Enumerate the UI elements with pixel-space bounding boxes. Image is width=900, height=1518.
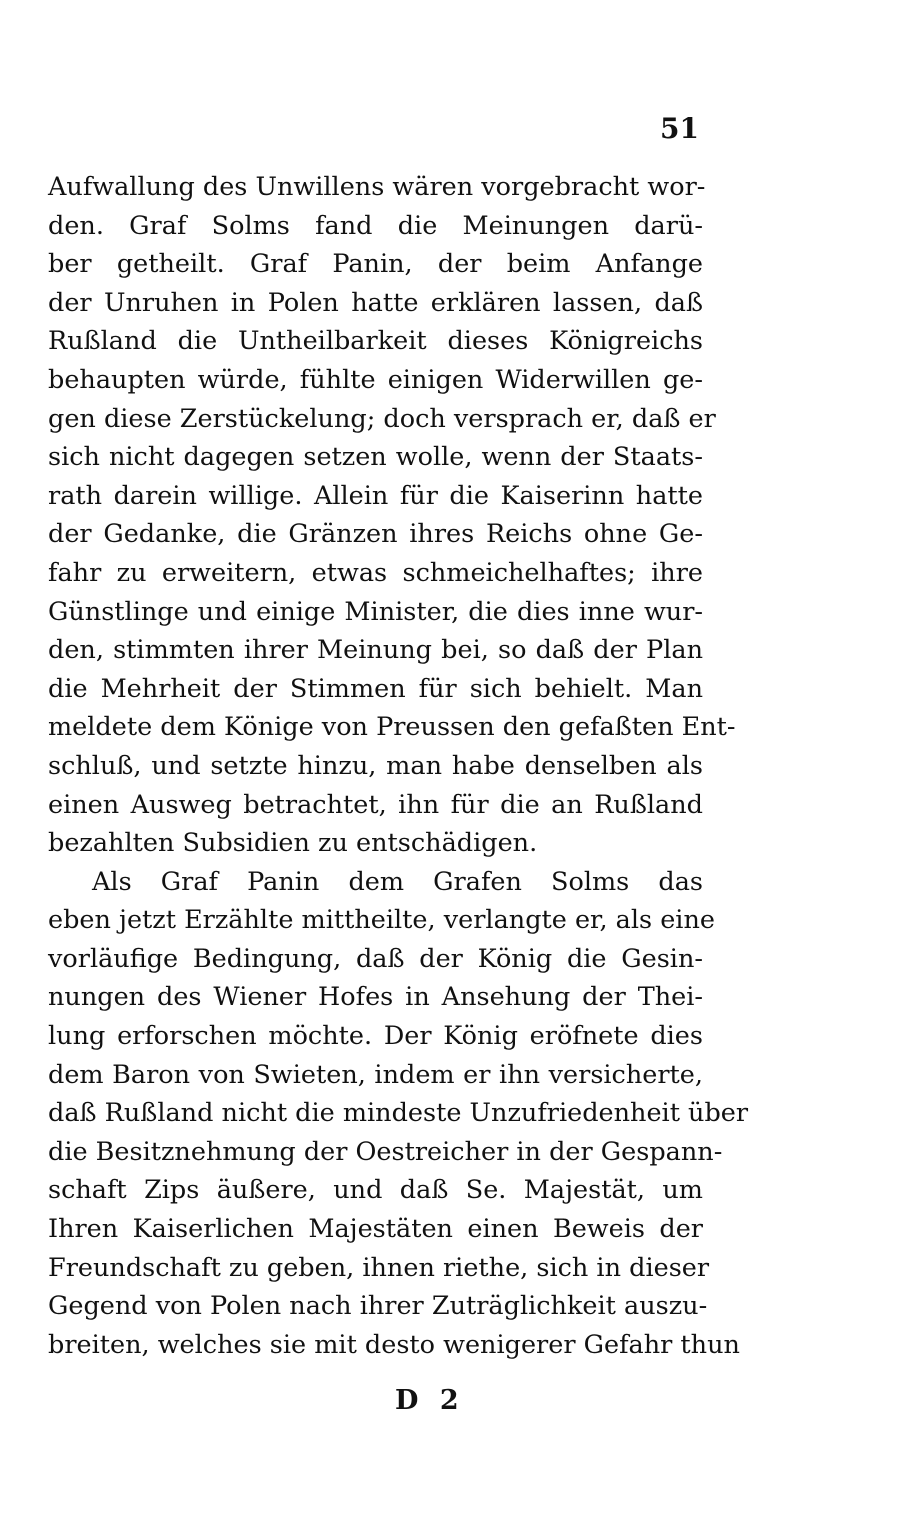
text-line: dem Baron von Swieten, indem er ihn versicherte, <box>48 1059 703 1090</box>
text-line: ber getheilt. Graf Panin, der beim Anfange <box>48 249 703 280</box>
text-line: Rußland die Untheilbarkeit dieses Königreichs <box>48 326 703 357</box>
text-line: eben jetzt Erzählte mittheilte, verlangte er, als eine <box>48 905 715 936</box>
text-line: Freundschaft zu geben, ihnen riethe, sich in dieser <box>48 1252 710 1283</box>
text-line: meldete dem Könige von Preussen den gefaßten Ent- <box>48 712 736 743</box>
text-line: die Mehrheit der Stimmen für sich behielt. Man <box>48 673 703 704</box>
text-line: Ihren Kaiserlichen Majestäten einen Beweis der <box>48 1214 703 1245</box>
text-line: nungen des Wiener Hofes in Ansehung der Thei- <box>48 982 703 1013</box>
text-line: schaft Zips äußere, und daß Se. Majestät, um <box>48 1175 703 1206</box>
page-number: 51 <box>660 112 699 145</box>
text-line: fahr zu erweitern, etwas schmeichelhaftes; ihre <box>48 557 703 588</box>
text-line: daß Rußland nicht die mindeste Unzufriedenheit über <box>48 1098 749 1129</box>
text-line: rath darein willige. Allein für die Kaiserinn hatte <box>48 480 703 511</box>
body-text <box>48 168 749 1364</box>
text-line: schluß, und setzte hinzu, man habe denselben als <box>48 750 703 781</box>
text-line: breiten, welches sie mit desto wenigerer Gefahr thun <box>48 1329 740 1360</box>
text-line: der Unruhen in Polen hatte erklären lassen, daß <box>48 287 703 318</box>
text-line: die Besitznehmung der Oestreicher in der Gespann- <box>48 1136 723 1167</box>
text-line: gen diese Zerstückelung; doch versprach er, daß er <box>48 403 716 434</box>
text-line: den. Graf Solms fand die Meinungen darü- <box>48 210 703 241</box>
text-line: Günstlinge und einige Minister, die dies inne wur- <box>48 596 703 627</box>
text-line: sich nicht dagegen setzen wolle, wenn der Staats- <box>48 442 703 473</box>
paragraph-start-line: Als Graf Panin dem Grafen Solms das <box>92 866 703 897</box>
text-line: einen Ausweg betrachtet, ihn für die an Rußland <box>48 789 703 820</box>
text-line: lung erforschen möchte. Der König eröfnete dies <box>48 1021 703 1052</box>
signature-mark: D 2 <box>395 1385 465 1416</box>
text-line: der Gedanke, die Gränzen ihres Reichs ohne Ge- <box>48 519 703 550</box>
paragraph-end-line: bezahlten Subsidien zu entschädigen. <box>48 828 538 859</box>
text-line: behaupten würde, fühlte einigen Widerwillen ge- <box>48 364 703 395</box>
text-line: vorläufige Bedingung, daß der König die Gesin- <box>48 943 703 974</box>
text-line: den, stimmten ihrer Meinung bei, so daß der Plan <box>48 635 703 666</box>
text-line: Gegend von Polen nach ihrer Zuträglichkeit auszu- <box>48 1291 708 1322</box>
text-line: Aufwallung des Unwillens wären vorgebracht wor- <box>48 172 706 202</box>
